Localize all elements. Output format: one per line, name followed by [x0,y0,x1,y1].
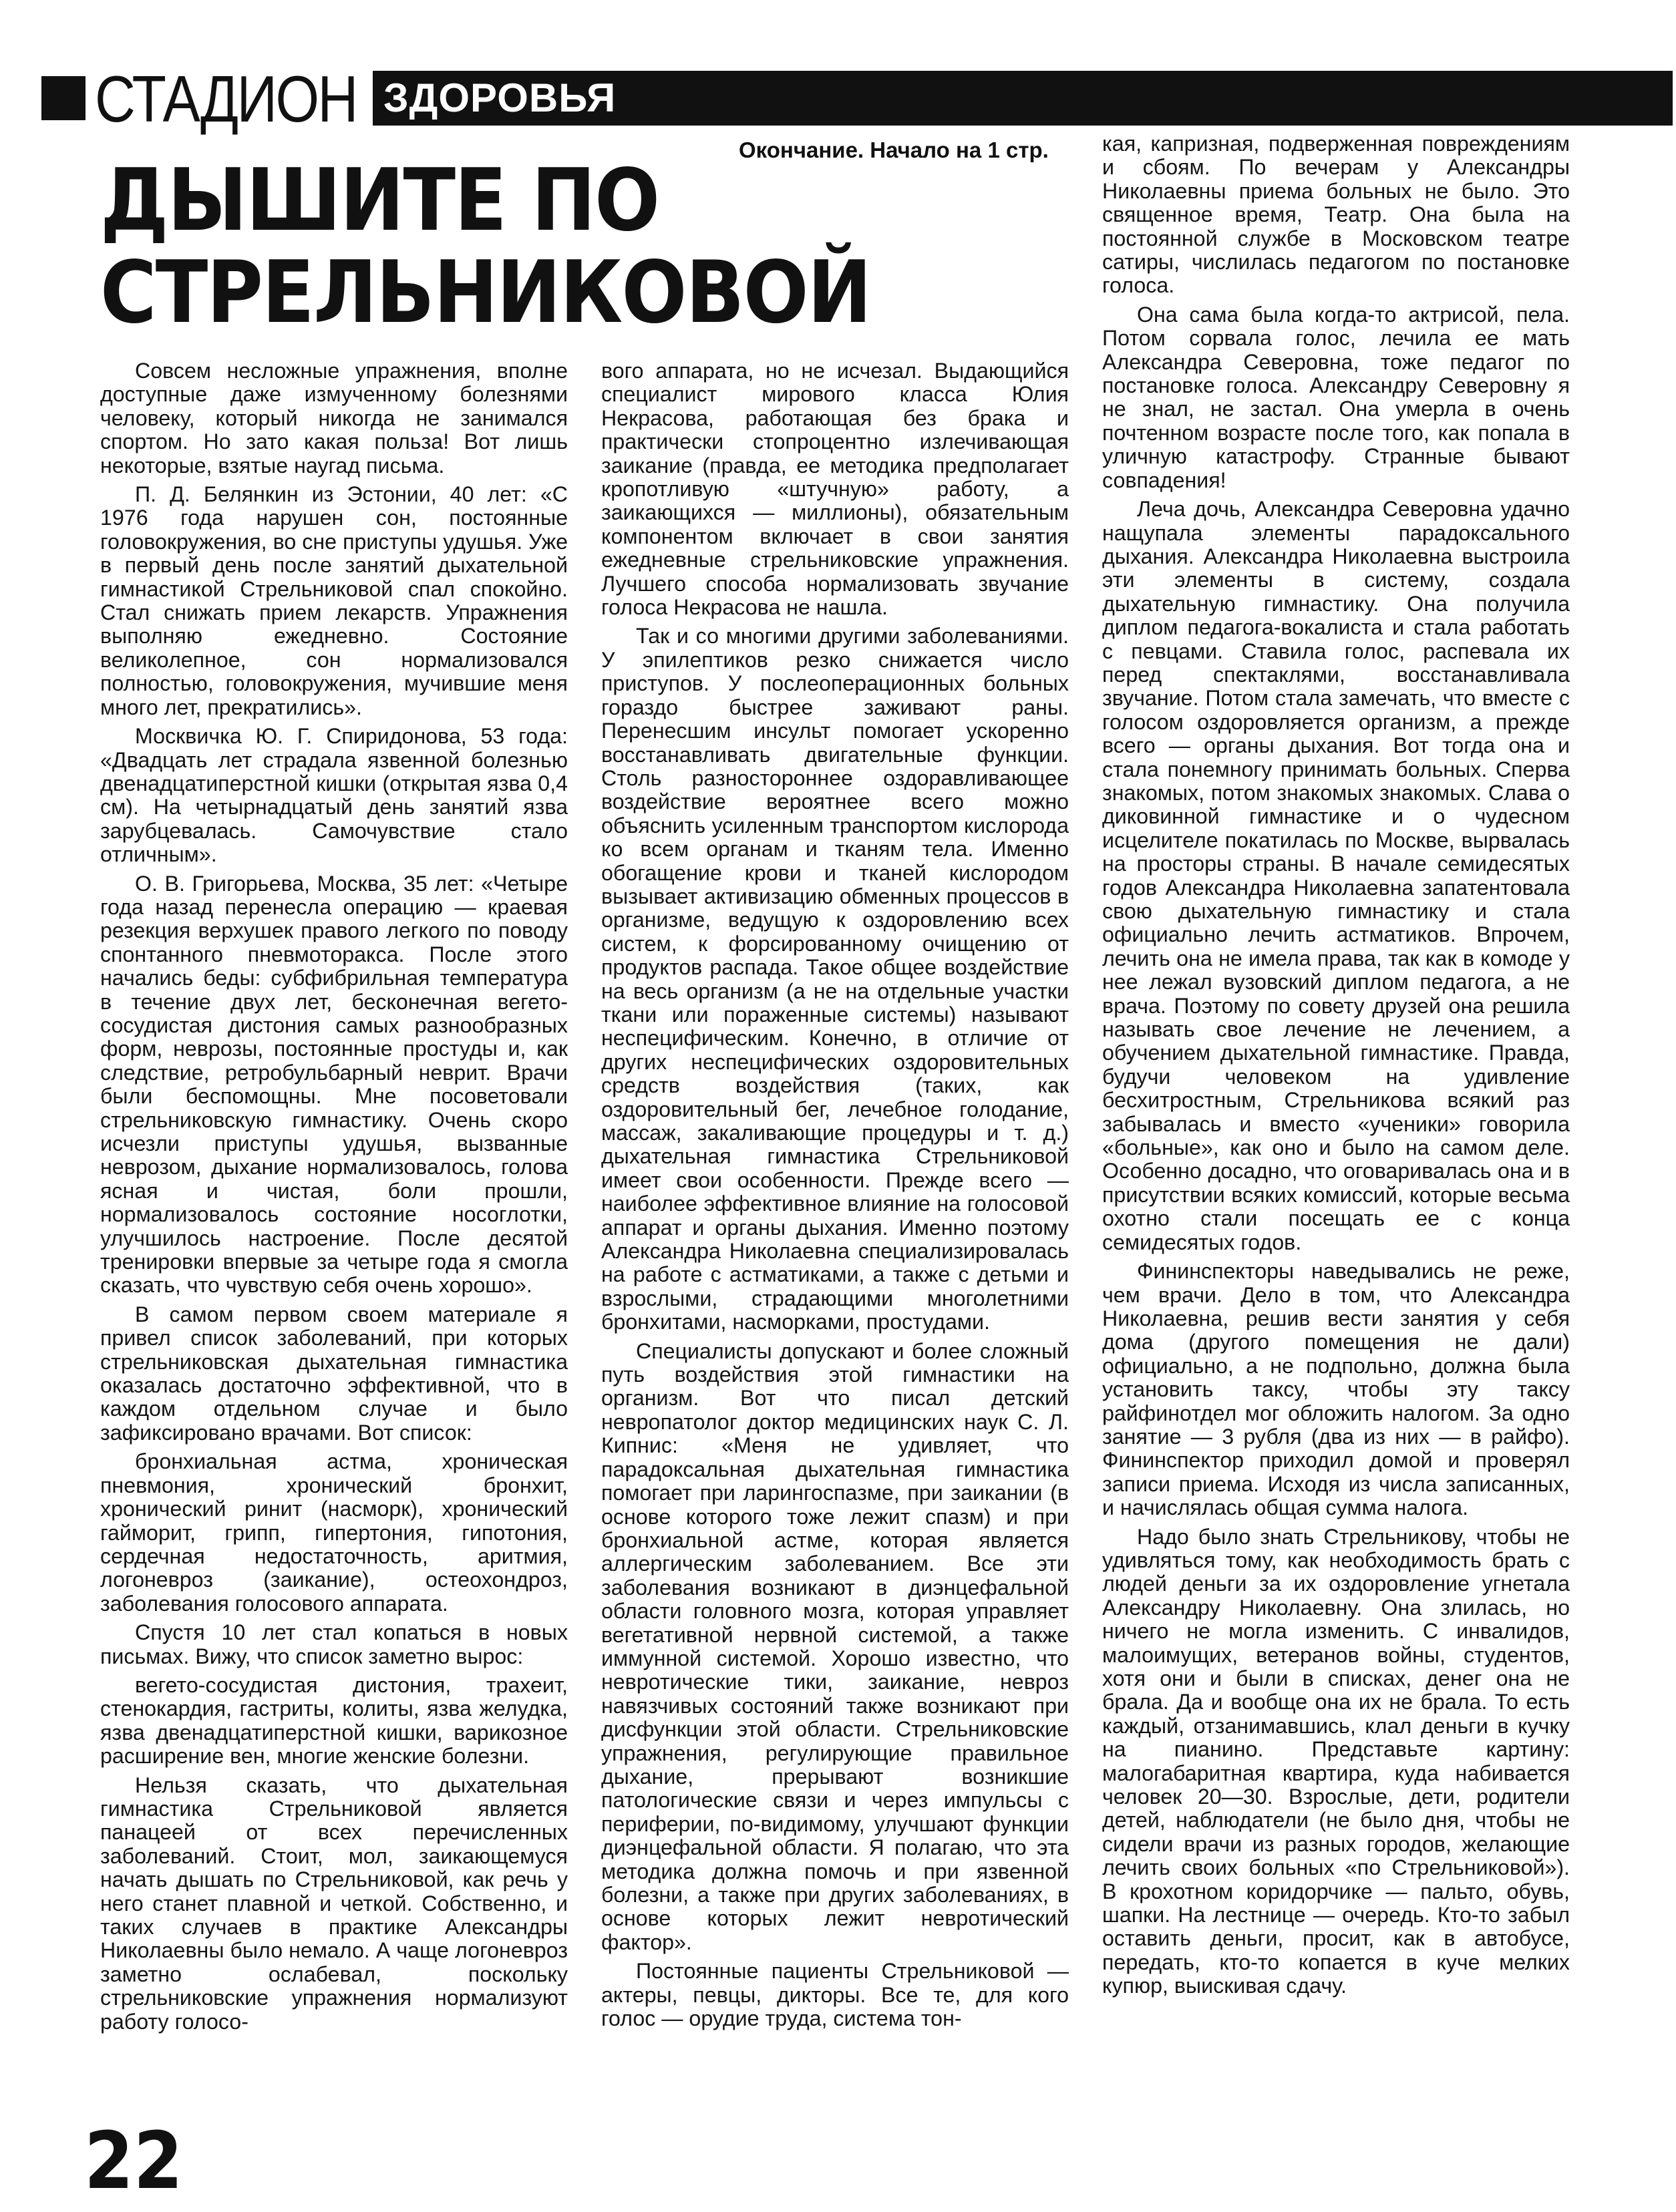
text-column-3 [1102,132,1570,2004]
text-column-1 [100,359,568,2039]
headline-line-2: СТРЕЛЬНИКОВОЙ [100,243,871,343]
paragraph: Постоянные пациенты Стрельниковой — актеры, певцы, дикторы. Все те, для кого голос — орудие труда, система тон- [601,1959,1069,2031]
paragraph: П. Д. Белянкин из Эстонии, 40 лет: «С 1976 года нарушен сон, постоянные головокружения, во сне приступы удушья. Уже в первый день после занятий дыхательной гимнастикой Стрельниковой спал спокойно. Стал снижать прием лекарств. Упражнения выполняю ежедневно. Состояние великолепное, сон нормализовался полностью, головокружения, мучившие меня много лет, прекратились». [100,482,568,719]
paragraph: вого аппарата, но не исчезал. Выдающийся специалист мирового класса Юлия Некрасова, работающая без брака и практически стопроцентно излечивающая заикание (правда, ее методика предполагает кропотливую «штучную» работу, а заикающихся — миллионы), обязательным компонентом включает в свои занятия ежедневные стрельниковские упражнения. Лучшего способа нормализовать звучание голоса Некрасова не нашла. [601,359,1069,620]
continuation-note: Окончание. Начало на 1 стр. [739,138,1049,162]
paragraph: вегето-сосудистая дистония, трахеит, стенокардия, гастриты, колиты, язва желудка, язва двенадцатиперстной кишки, варикозное расширение вен, многие женские болезни. [100,1672,568,1769]
section-header [41,64,1673,134]
paragraph: Совсем несложные упражнения, вполне доступные даже измученному болезнями человеку, который никогда не занимался спортом. Но зато какая польза! Вот лишь некоторые, взятые наугад письма. [100,359,568,478]
paragraph: Надо было знать Стрельникову, чтобы не удивляться тому, как необходимость брать с людей деньги за их оздоровление угнетала Александру Николаевну. Она злилась, но ничего не могла изменить. С инвалидов, малоимущих, ветеранов войны, студентов, хотя они и были в списках, денег она не брала. Да и вообще она их не брала. То есть каждый, отзанимавшись, клал деньги в кучку на пианино. Представьте картину: малогабаритная квартира, куда набивается человек 20—30. Взрослые, дети, родители детей, наблюдатели (не было дня, чтобы не сидели врачи из разных городов, желающие лечить своих больных «по Стрельниковой»). В крохотном коридорчике — пальто, обувь, шапки. На лестнице — очередь. Кто-то забыл оставить деньги, просит, как в автобусе, передать, кто-то копается в куче мелких купюр, выискивая сдачу. [1102,1524,1570,1998]
article-headline [100,151,871,343]
headline-line-1: ДЫШИТЕ ПО [100,151,659,250]
paragraph: бронхиальная астма, хроническая пневмония, хронический бронхит, хронический ринит (насморк), хронический гайморит, грипп, гипертония, гипотония, сердечная недостаточность, аритмия, логоневроз (заикание), остеохондроз, заболевания голосового аппарата. [100,1449,568,1616]
paragraph: О. В. Григорьева, Москва, 35 лет: «Четыре года назад перенесла операцию — краевая резекция верхушек правого легкого по поводу спонтанного пневмоторакса. После этого начались беды: субфибрильная температура в течение двух лет, бесконечная вегето-сосудистая дистония самых разнообразных форм, неврозы, постоянные простуды и, как следствие, ретробульбарный неврит. Врачи были беспомощны. Мне посоветовали стрельниковскую гимнастику. Очень скоро исчезли приступы удушья, вызванные неврозом, дыхание нормализовалось, голова ясная и чистая, боли прошли, нормализовалось состояние носоглотки, улучшилось настроение. После десятой тренировки впервые за четыре года я смогла сказать, что чувствую себя очень хорошо». [100,871,568,1298]
paragraph: Фининспекторы наведывались не реже, чем врачи. Дело в том, что Александра Николаевна, решив вести занятия у себя дома (другого помещения не дали) официально, а не подпольно, должна была установить таксу, чтобы эту таксу райфинотдел мог обложить налогом. За одно занятие — 3 рубля (два из них — в райфо). Фининспектор приходил домой и проверял записи приема. Исходя из числа записанных, и начислялась общая сумма налога. [1102,1259,1570,1520]
text-column-2 [601,359,1069,2036]
section-title-stadion: СТАДИОН [95,62,357,136]
section-title-zdorovya: ЗДОРОВЬЯ [383,75,617,120]
paragraph: Леча дочь, Александра Северовна удачно нащупала элементы парадоксального дыхания. Александра Николаевна выстроила эти элементы в систему, создала дыхательную гимнастику. Она получила диплом педагога-вокалиста и стала работать с певцами. Ставила голос, распевала их перед спектаклями, восстанавливала звучание. Потом стала замечать, что вместе с голосом оздоровляется организм, а прежде всего — органы дыхания. Вот тогда она и стала понемногу принимать больных. Сперва знакомых, потом знакомых знакомых. Слава о диковинной гимнастике и о чудесном исцелителе покатилась по Москве, вырвалась на просторы страны. В начале семидесятых годов Александра Николаевна запатентовала свою дыхательную гимнастику и стала официально лечить астматиков. Впрочем, лечить она не имела права, так как в комоде у нее лежал вузовский диплом педагога, а не врача. Поэтому по совету друзей она решила называть свое лечение не лечением, а обучением дыхательной гимнастике. Правда, будучи человеком на удивление бесхитростным, Стрельникова всякий раз забывалась и вместо «ученики» говорила «больные», как оно и было на самом деле. Особенно досадно, что оговаривалась она и в присутствии всяких комиссий, которые весьма охотно стали посещать ее с конца семидесятых годов. [1102,497,1570,1254]
paragraph: Спустя 10 лет стал копаться в новых письмах. Вижу, что список заметно вырос: [100,1620,568,1668]
page-number: 22 [84,2114,183,2207]
paragraph: кая, капризная, подверженная повреждениям и сбоям. По вечерам у Александры Николаевны приема больных не было. Это священное время, Театр. Она была на постоянной службе в Московском театре сатиры, числилась педагогом по постановке голоса. [1102,132,1570,298]
paragraph: Москвичка Ю. Г. Спиридонова, 53 года: «Двадцать лет страдала язвенной болезнью двенадцатиперстной кишки (открытая язва 0,4 см). На четырнадцатый день занятий язва зарубцевалась. Самочувствие стало отличным». [100,724,568,867]
paragraph: Она сама была когда-то актрисой, пела. Потом сорвала голос, лечила ее мать Александра Северовна, тоже педагог по постановке голоса. Александру Северовну я не знал, не застал. Она умерла в очень почтенном возрасте после того, как попала в уличную катастрофу. Странные бывают совпадения! [1102,302,1570,492]
paragraph: Так и со многими другими заболеваниями. У эпилептиков резко снижается число приступов. У послеоперационных больных гораздо быстрее заживают раны. Перенесшим инсульт помогает ускоренно восстанавливать двигательные функции. Столь разностороннее оздоравливающее воздействие вероятнее всего можно объяснить усиленным транспортом кислорода ко всем органам и тканям тела. Именно обогащение крови и тканей кислородом вызывает активизацию обменных процессов в организме, ведущую к оздоровлению всех систем, к форсированному очищению от продуктов распада. Такое общее воздействие на весь организм (а не на отдельные участки ткани или пораженные системы) называют неспецифическим. Конечно, в отличие от других неспецифических оздоровительных средств воздействия (таких, как оздоровительный бег, лечебное голодание, массаж, закаливающие процедуры и т. д.) дыхательная гимнастика Стрельниковой имеет свои особенности. Прежде всего — наиболее эффективное влияние на голосовой аппарат и органы дыхания. Именно поэтому Александра Николаевна специализировалась на работе с астматиками, а также с детьми и взрослыми, страдающими многолетними бронхитами, насморками, простудами. [601,624,1069,1334]
header-square-mark [41,76,86,120]
paragraph: В самом первом своем материале я привел список заболеваний, при которых стрельниковская дыхательная гимнастика оказалась достаточно эффективной, что в каждом отдельном случае и было зафиксировано врачами. Вот список: [100,1302,568,1445]
paragraph: Нельзя сказать, что дыхательная гимнастика Стрельниковой является панацеей от всех перечисленных заболеваний. Стоит, мол, заикающемуся начать дышать по Стрельниковой, как речь у него станет плавной и четкой. Собственно, и таких случаев в практике Александры Николаевны было немало. А чаще логоневроз заметно ослабевал, поскольку стрельниковские упражнения нормализуют работу голосо- [100,1773,568,2034]
paragraph: Специалисты допускают и более сложный путь воздействия этой гимнастики на организм. Вот что писал детский невропатолог доктор медицинских наук С. Л. Кипнис: «Меня не удивляет, что парадоксальная дыхательная гимнастика помогает при ларингоспазме, при заикании (в основе которого тоже лежит спазм) и при бронхиальной астме, которая является аллергическим заболеванием. Все эти заболевания возникают в диэнцефальной области головного мозга, которая управляет вегетативной нервной системой, а также иммунной системой. Хорошо известно, что невротические тики, заикание, невроз навязчивых состояний также возникают при дисфункции этой области. Стрельниковские упражнения, регулирующие правильное дыхание, прерывают возникшие патологические связи и через импульсы с периферии, по-видимому, улучшают функции диэнцефальной области. Я полагаю, что эта методика должна помочь и при язвенной болезни, а также при других заболеваниях, в основе которых лежит невротический фактор». [601,1338,1069,1954]
